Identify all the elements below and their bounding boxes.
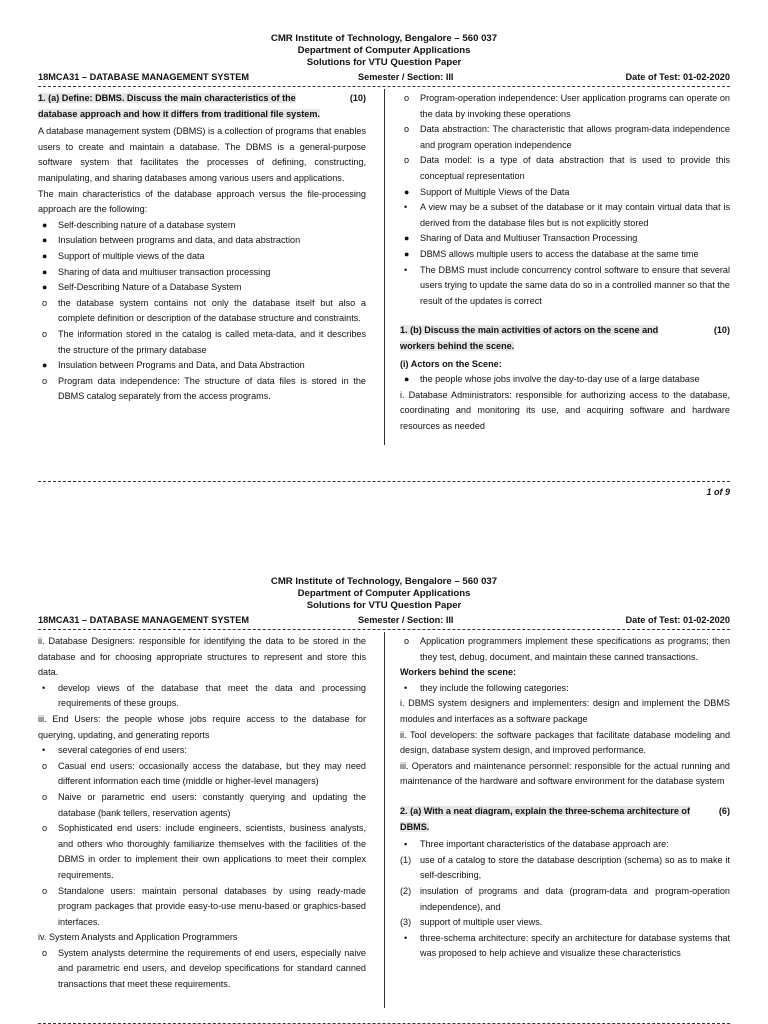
list-item-text: Casual end users: occasionally access the database, but they may need different information each time (middle or higher-level managers): [58, 760, 366, 787]
list-bullet: ●: [42, 266, 48, 277]
list-item: • they include the following categories:: [404, 682, 569, 693]
list-item: [400, 153, 730, 184]
list-item-text: Self-Describing Nature of a Database System: [58, 282, 242, 293]
question-1b: [400, 323, 730, 354]
list-item: [38, 358, 366, 374]
question-1b-marks: (10): [713, 325, 730, 336]
department-name: Department of Computer Applications: [297, 588, 471, 599]
list-item: [38, 743, 366, 759]
programmers-list: [400, 634, 730, 665]
list-item: o Application programmers implement these specifications as programs; then they test, debug, document, and maintain these canned transactions.: [404, 636, 730, 662]
numbered-list: [400, 853, 730, 931]
list-bullet: o: [42, 760, 48, 771]
list-item: [38, 280, 366, 296]
right-column: [400, 91, 730, 434]
question-1b-title: 1. (b) Discuss the main activities of actors on the scene and workers behind the scene.: [400, 325, 659, 351]
three-schema-list: [400, 931, 730, 962]
list-item: [400, 853, 730, 884]
workers-list: [400, 681, 730, 697]
characteristics-intro: The main characteristics of the database approach versus the file-processing approach are the following:: [38, 188, 366, 215]
list-item-text: several categories of end users:: [58, 745, 187, 756]
list-item: [38, 327, 366, 358]
list-bullet: •: [404, 264, 408, 275]
list-bullet: ●: [42, 235, 48, 246]
document-title: Solutions for VTU Question Paper: [306, 57, 462, 68]
operators: iii. Operators and maintenance personnel: responsible for the actual running and maintenance of the hardware and software environment for the database system: [400, 760, 730, 787]
characteristics-list: [38, 218, 366, 405]
list-item: [38, 374, 366, 405]
list-item-text: The information stored in the catalog is called meta-data, and it describes the structure of the primary database: [58, 328, 366, 355]
list-item: [38, 884, 366, 931]
list-item-text: Sharing of Data and Multiuser Transaction Processing: [420, 233, 638, 244]
course-code: 18MCA31 – DATABASE MANAGEMENT SYSTEM: [38, 615, 249, 625]
meta-row: [38, 72, 730, 86]
actors-heading: (i) Actors on the Scene:: [400, 358, 502, 369]
list-item-text: Support of multiple views of the data: [58, 250, 205, 261]
question-1a-title: 1. (a) Define: DBMS. Discuss the main characteristics of the database approach and how it differs from traditional file system.: [38, 93, 320, 119]
list-item-text: Sharing of data and multiuser transaction processing: [58, 266, 271, 277]
list-item-text: Program-operation independence: User application programs can operate on the data by invoking these operations: [420, 93, 730, 119]
list-item: [38, 296, 366, 327]
question-2a-title: 2. (a) With a neat diagram, explain the three-schema architecture of DBMS.: [400, 805, 690, 832]
institute-name: CMR Institute of Technology, Bengalore – 560 037: [270, 576, 498, 587]
list-item-text: support of multiple user views.: [420, 917, 543, 928]
list-item-text: Insulation between programs and data, and data abstraction: [58, 235, 301, 246]
system-designers: i. DBMS system designers and implementers: design and implement the DBMS modules and interfaces as a software package: [400, 698, 730, 724]
list-bullet: o: [42, 823, 48, 834]
list-item: [38, 249, 366, 265]
content-columns: [38, 87, 730, 447]
list-item-text: Data abstraction: The characteristic that allows program-data independence and program operation independence: [420, 124, 730, 150]
list-bullet: o: [42, 885, 48, 896]
list-bullet: ●: [42, 250, 48, 261]
list-item: [400, 91, 730, 122]
list-bullet: o: [42, 297, 48, 308]
actors-list: [400, 372, 730, 388]
question-2a: [400, 804, 730, 835]
page-header: [0, 0, 768, 69]
list-bullet: ●: [404, 186, 410, 197]
system-analysts: iv. System Analysts and Application Programmers: [38, 932, 238, 943]
test-date: Date of Test: 01-02-2020: [625, 72, 730, 82]
end-users-list: [38, 743, 366, 930]
list-bullet: ●: [42, 360, 48, 371]
list-item: [400, 122, 730, 153]
page-number: 1 of 9: [706, 487, 730, 497]
course-code: 18MCA31 – DATABASE MANAGEMENT SYSTEM: [38, 72, 249, 82]
list-item-text: A view may be a subset of the database or it may contain virtual data that is derived from the database files but is not explicitly stored: [420, 202, 730, 228]
list-bullet: o: [404, 155, 410, 166]
test-date: Date of Test: 01-02-2020: [625, 615, 730, 625]
meta-row: [38, 615, 730, 629]
left-column: [38, 91, 366, 405]
list-bullet: o: [42, 791, 48, 802]
list-bullet: •: [42, 745, 46, 756]
semester-section: Semester / Section: III: [358, 615, 454, 625]
list-item-text: use of a catalog to store the database description (schema) so as to make it self-describing,: [420, 854, 730, 881]
page-header: [0, 570, 768, 612]
list-item: [38, 790, 366, 821]
footer-divider: [38, 481, 730, 482]
list-item: [400, 185, 730, 201]
list-item: ▪ Three important characteristics of the database approach are:: [404, 839, 669, 850]
institute-name: CMR Institute of Technology, Bengalore – 560 037: [270, 33, 498, 44]
list-item-text: Sophisticated end users: include engineers, scientists, business analysts, and others who thoroughly familiarize themselves with the facilities of the DBMS in order to implement their own applications to meet their complex requirements.: [58, 823, 366, 880]
list-item: [400, 231, 730, 247]
page-2: [0, 570, 768, 1024]
list-bullet: o: [404, 124, 410, 135]
dbms-definition: A database management system (DBMS) is a collection of programs that enables users to create and maintain a database. The DBMS is a general-purpose software system that facilitates the processes of defining, constructing, manipulating, and sharing databases among various users and applications.: [38, 126, 366, 183]
list-item-text: Self-describing nature of a database system: [58, 219, 236, 230]
question-1a: [38, 91, 366, 122]
list-item: [38, 821, 366, 883]
list-item-text: Support of Multiple Views of the Data: [420, 186, 570, 197]
list-item: [400, 247, 730, 263]
list-item-text: Data model: is a type of data abstraction that is used to provide this conceptual representation: [420, 155, 730, 181]
list-bullet: (1): [400, 854, 412, 865]
list-item: [400, 200, 730, 231]
list-item-text: Naive or parametric end users: constantly querying and updating the database (bank tellers, reservation agents): [58, 791, 366, 818]
content-columns: [38, 630, 730, 1010]
list-item: [38, 759, 366, 790]
list-bullet: o: [42, 328, 48, 339]
list-item-text: Program data independence: The structure of data files is stored in the DBMS catalog separately from the access programs.: [58, 375, 366, 402]
list-bullet: ●: [404, 233, 410, 244]
list-bullet: (2): [400, 885, 412, 896]
question-2a-marks: (6): [718, 805, 730, 816]
list-item: o System analysts determine the requirements of end users, especially naive and parametric end users, and develop specifications for standard canned transactions that meet these requirements.: [42, 947, 366, 990]
list-item-text: insulation of programs and data (program-data and program-operation independence), and: [420, 885, 730, 912]
list-bullet: ●: [404, 248, 410, 259]
list-bullet: (3): [400, 917, 412, 928]
list-item: • three-schema architecture: specify an architecture for database systems that was proposed to help achieve and visualize these characteristics: [404, 932, 730, 959]
list-item: ● the people whose jobs involve the day-to-day use of a large database: [404, 374, 700, 385]
right-column: [400, 634, 730, 962]
semester-section: Semester / Section: III: [358, 72, 454, 82]
list-bullet: o: [404, 93, 410, 103]
list-item-text: DBMS allows multiple users to access the database at the same time: [420, 248, 699, 259]
list-item: [38, 233, 366, 249]
list-bullet: o: [42, 375, 48, 386]
left-column: [38, 634, 366, 993]
column-divider: [384, 89, 385, 445]
list-item: [400, 263, 730, 310]
list-bullet: ●: [42, 219, 48, 230]
designers-list: [38, 681, 366, 712]
list-item: • develop views of the database that meet the data and processing requirements of these groups.: [42, 682, 366, 709]
list-item-text: Standalone users: maintain personal databases by using ready-made program packages that provide easy-to-use menu-based or graphics-based interfaces.: [58, 885, 366, 927]
end-users: iii. End Users: the people whose jobs require access to the database for querying, updating, and generating reports: [38, 713, 366, 740]
department-name: Department of Computer Applications: [297, 45, 471, 56]
dba-description: i. Database Administrators: responsible for authorizing access to the database, coordinating and monitoring its use, and acquiring software and hardware resources as needed: [400, 389, 730, 431]
characteristics-list-continued: [400, 91, 730, 309]
q2a-list: [400, 837, 730, 853]
list-bullet: •: [404, 202, 408, 213]
workers-heading: Workers behind the scene:: [400, 667, 517, 678]
list-bullet: ●: [42, 282, 48, 293]
list-item: [38, 218, 366, 234]
list-item: [400, 884, 730, 915]
list-item-text: The DBMS must include concurrency control software to ensure that several users trying to update the same data do so in a controlled manner so that the result of the updates is correct: [420, 264, 730, 306]
document-title: Solutions for VTU Question Paper: [306, 600, 462, 611]
list-item-text: the database system contains not only the database itself but also a complete definition or description of the database structure and constraints.: [58, 297, 366, 324]
list-item: [400, 915, 730, 931]
analysts-list: [38, 946, 366, 993]
question-1a-marks: (10): [349, 93, 366, 103]
list-item-text: Insulation between Programs and Data, and Data Abstraction: [58, 360, 305, 371]
list-item: [38, 265, 366, 281]
tool-developers: ii. Tool developers: the software packages that facilitate database modeling and design, database system design, and improved performance.: [400, 729, 730, 756]
database-designers: ii. Database Designers: responsible for identifying the data to be stored in the database and for choosing appropriate structures to represent and store this data.: [38, 636, 366, 678]
column-divider: [384, 632, 385, 1008]
